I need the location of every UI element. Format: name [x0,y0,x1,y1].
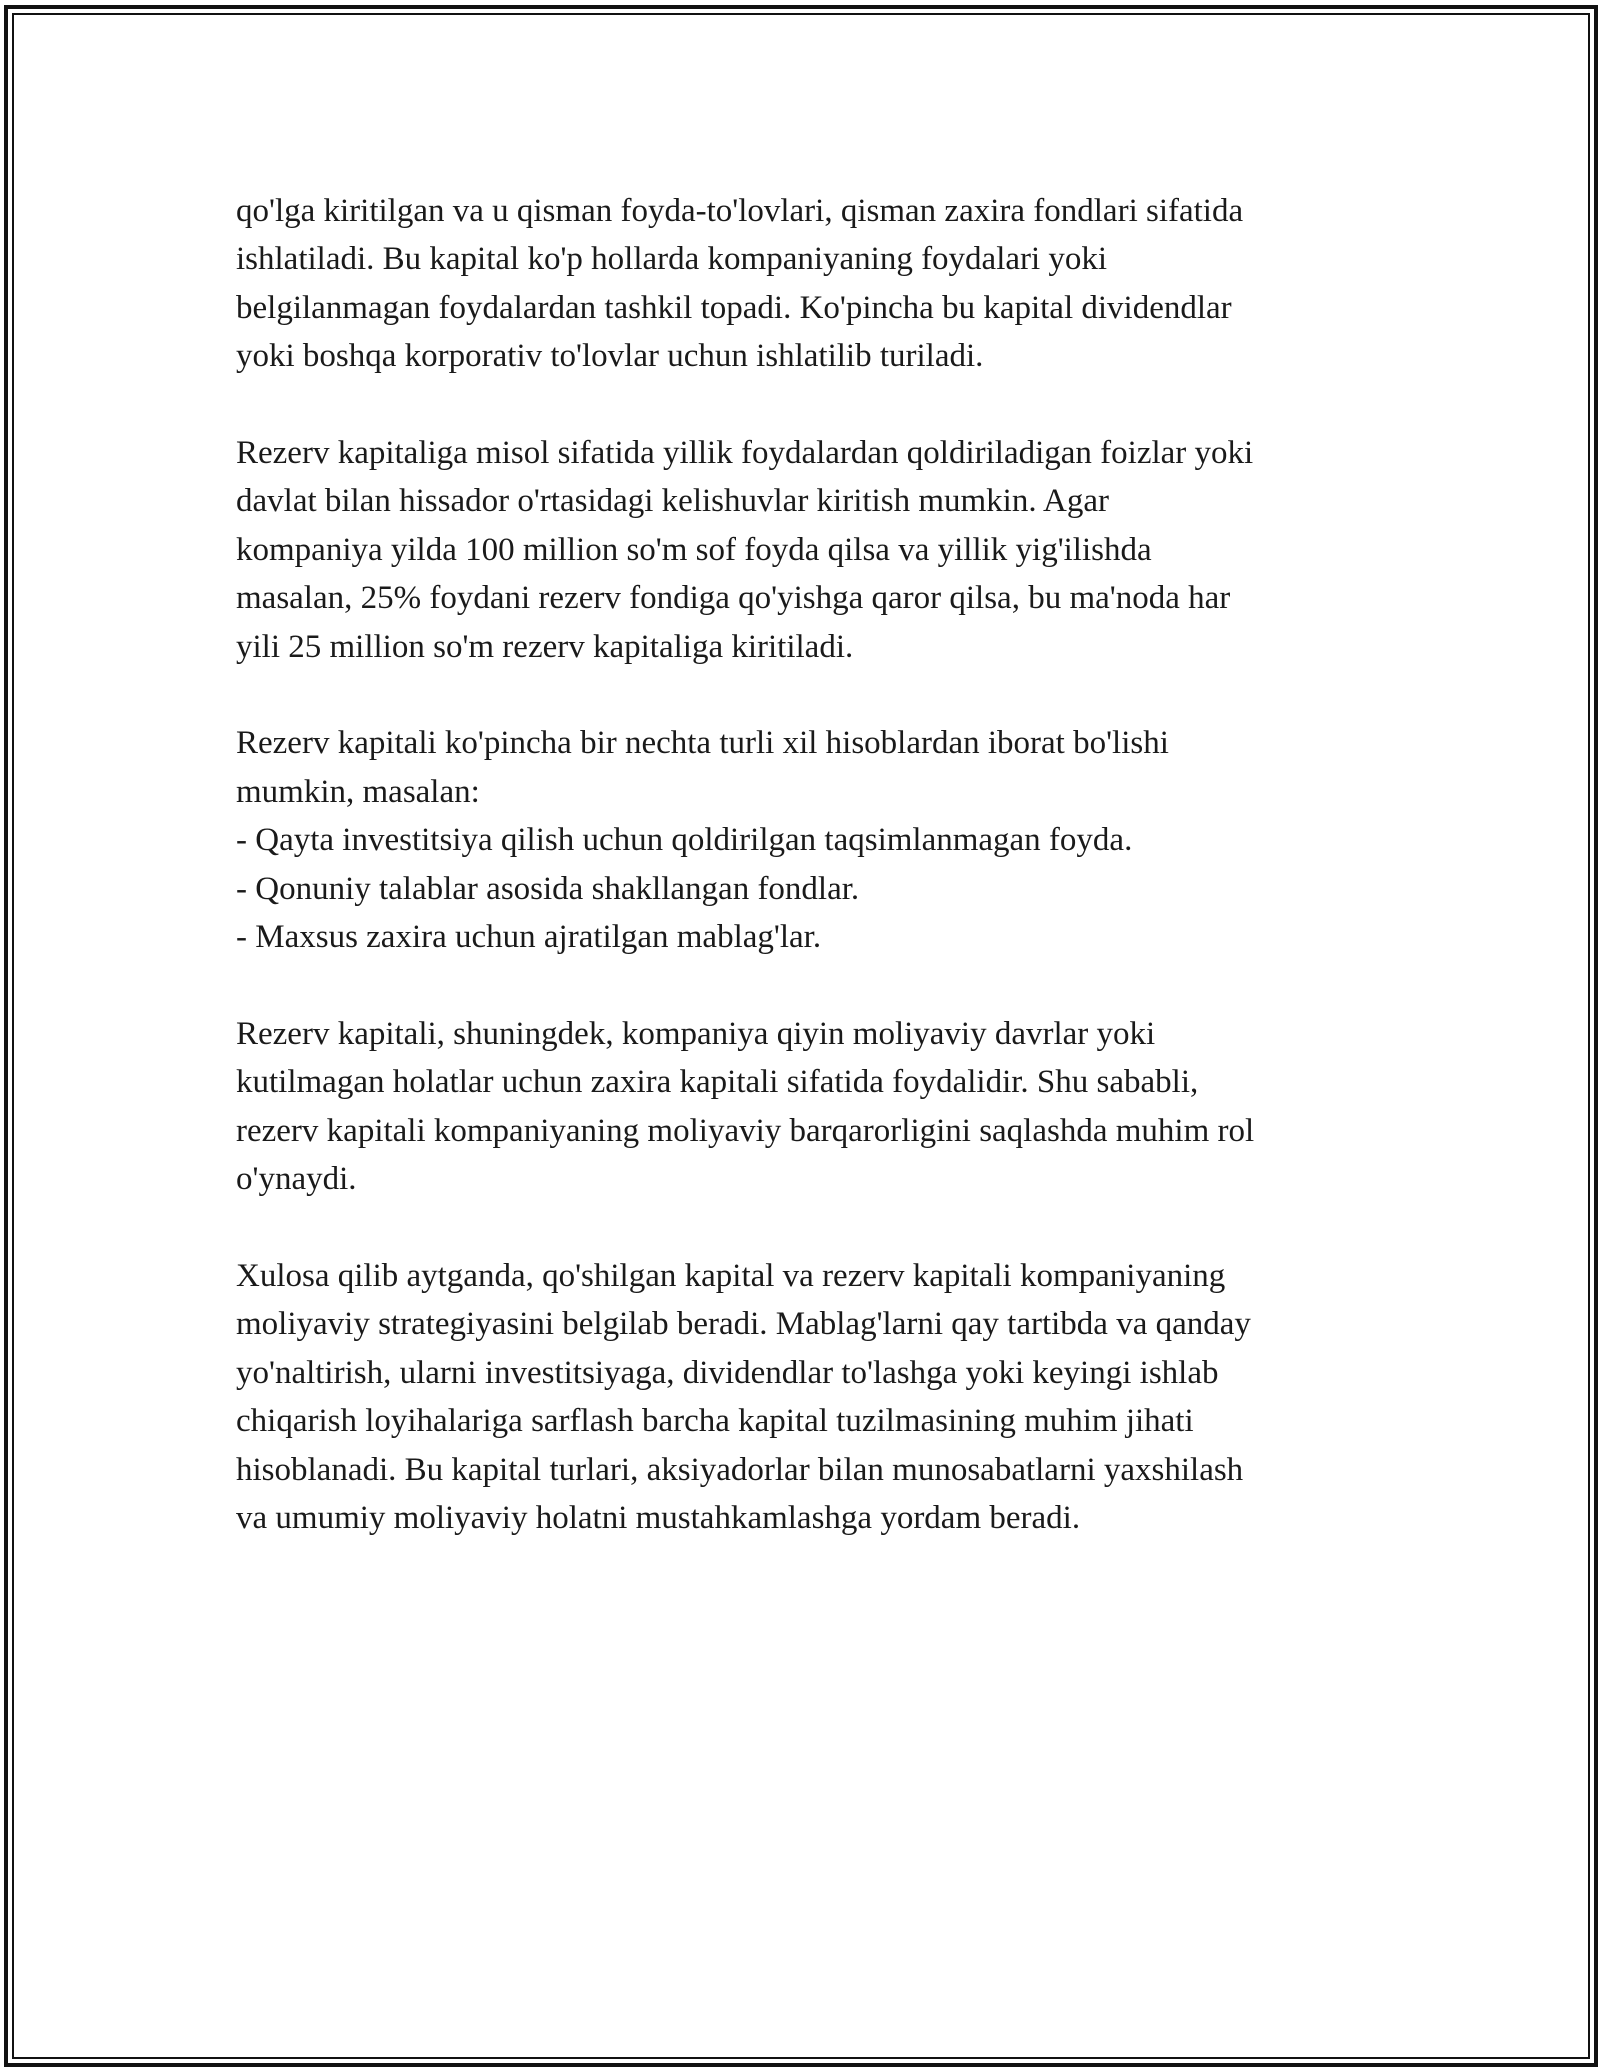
text-line: Rezerv kapitaliga misol sifatida yillik foydalardan qoldiriladigan foizlar yoki [236,435,1254,472]
text-line: kutilmagan holatlar uchun zaxira kapitali sifatida foydalidir. Shu sababli, [236,1064,1199,1101]
paragraph-2 [236,429,1386,671]
text-line: va umumiy moliyaviy holatni mustahkamlashga yordam beradi. [236,1499,1081,1536]
text-line: qo'lga kiritilgan va u qisman foyda-to'lovlari, qisman zaxira fondlari sifatida [236,193,1244,229]
text-line: davlat bilan hissador o'rtasidagi kelishuvlar kiritish mumkin. Agar [236,483,1109,520]
text-line: yo'naltirish, ularni investitsiyaga, dividendlar to'lashga yoki keyingi ishlab [236,1354,1219,1391]
text-line: kompaniya yilda 100 million so'm sof foyda qilsa va yillik yig'ilishda [236,531,1152,568]
text-line: belgilanmagan foydalardan tashkil topadi. Ko'pincha bu kapital dividendlar [236,289,1232,326]
text-line: yili 25 million so'm rezerv kapitaliga kiritiladi. [236,628,854,665]
text-line: masalan, 25% foydani rezerv fondiga qo'yishga qaror qilsa, bu ma'noda har [236,580,1231,617]
text-line: chiqarish loyihalariga sarflash barcha kapital tuzilmasining muhim jihati [236,1403,1194,1440]
text-line: yoki boshqa korporativ to'lovlar uchun ishlatilib turiladi. [236,338,984,375]
text-line: rezerv kapitali kompaniyaning moliyaviy barqarorligini saqlashda muhim rol [236,1112,1255,1149]
text-line: mumkin, masalan: [236,773,480,810]
text-line: ishlatiladi. Bu kapital ko'p hollarda kompaniyaning foydalari yoki [236,241,1108,278]
paragraph-1 [236,187,1386,381]
paragraph-5 [236,1252,1386,1542]
paragraph-3 [236,719,1386,961]
list-item: - Qayta investitsiya qilish uchun qoldirilgan taqsimlanmagan foyda. [236,822,1133,859]
text-line: moliyaviy strategiyasini belgilab beradi. Mablag'larni qay tartibda va qanday [236,1306,1251,1343]
text-line: o'ynaydi. [236,1161,357,1198]
text-line: Rezerv kapitali, shuningdek, kompaniya qiyin moliyaviy davrlar yoki [236,1015,1156,1052]
text-line: Xulosa qilib aytganda, qo'shilgan kapital va rezerv kapitali kompaniyaning [236,1257,1226,1294]
list-item: - Maxsus zaxira uchun ajratilgan mablag'lar. [236,919,822,956]
text-line: Rezerv kapitali ko'pincha bir nechta turli xil hisoblardan iborat bo'lishi [236,725,1169,762]
paragraph-4 [236,1010,1386,1204]
text-line: hisoblanadi. Bu kapital turlari, aksiyadorlar bilan munosabatlarni yaxshilash [236,1451,1244,1488]
list-item: - Qonuniy talablar asosida shakllangan fondlar. [236,870,860,907]
document-body [236,187,1386,1542]
